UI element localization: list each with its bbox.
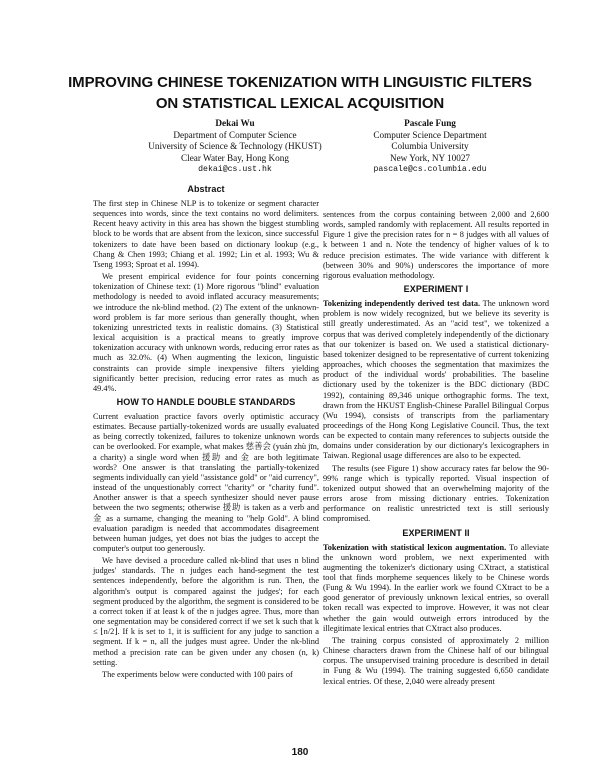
body-paragraph: The training corpus consisted of approximately 2 million Chinese characters drawn from the Chinese half of our bilingual corpus. The unsupervised training procedure is described in detail in Fung & Wu (1994). The training suggested 6,650 candidate lexical entries. Of these, 2,040 were already present (323, 635, 549, 686)
runin-heading: Tokenization with statistical lexicon augmentation. (323, 542, 507, 552)
abstract-heading: Abstract (187, 184, 225, 194)
abstract-paragraph: We present empirical evidence for four points concerning tokenization of Chinese text: (1) More rigorous "blind" evaluation methodology is needed to avoid inflated accuracy measurements; we introduce the nk-blind method. (2) The extent of the unknown-word problem is far more serious than generally thought, when tokenizing unrestricted texts in realistic domains. (3) Statistical lexical acquisition is a practical means to greatly improve tokenization accuracy with unknown words, reducing error rates as much as 32.0%. (4) When augmenting the lexicon, linguistic constraints can provide simple inexpensive filters yielding significantly better precision, reducing error rates as much as 49.4%. (93, 272, 319, 393)
author-address: New York, NY 10027 (389, 152, 471, 163)
paper-title: IMPROVING CHINESE TOKENIZATION WITH LINGUISTIC FILTERS ON STATISTICAL LEXICAL ACQUISITION (68, 74, 532, 112)
author-name: Pascale Fung (404, 118, 456, 128)
author-affiliation: Department of Computer Science (173, 129, 297, 140)
author-block (355, 118, 505, 176)
page-number: 180 (291, 747, 309, 758)
section-heading-experiment-2: EXPERIMENT II (402, 527, 470, 538)
author-name: Dekai Wu (215, 118, 255, 128)
runin-heading: Tokenizing independently derived test data. (323, 299, 481, 309)
body-paragraph: sentences from the corpus containing between 2,000 and 2,600 words, sampled randomly with replacement. All results reported in Figure 1 give the precision rates for n = 8 judges with all values of k between 1 and n. Note the tendency of higher values of k to reduce precision estimates. The wide variance with different k (between 30% and 90%) underscores the importance of more rigorous evaluation methodology. (323, 210, 549, 280)
paragraph-text: To alleviate the unknown word problem, we next experimented with augmenting the tokenizer's dictionary using CXtract, a statistical tool that finds morpheme sequences likely to be Chinese words (Fung & Wu 1994). In the earlier work we found CXtract to be a good generator of previously unknown lexical entries, so overall token recall was expected to improve. However, it was not clear whether the gain would outweigh errors introduced by the illegitimate lexical entries that CXtract also produces. (323, 542, 549, 633)
section-heading-experiment-1: EXPERIMENT I (403, 284, 469, 295)
author-affiliation: Computer Science Department (373, 129, 487, 140)
paragraph-text: The unknown word problem is now widely recognized, but we believe its severity is still greatly underestimated. As an "acid test", we tokenized a corpus that was derived completely independently of the dictionary that our tokenizer is based on. We used a statistical dictionary-based tokenizer designed to be representative of current tokenizing approaches, which chooses the segmentation that maximizes the product of the individual words' probabilities. The baseline dictionary used by the tokenizer is the BDC dictionary (BDC 1992), containing 89,346 unique orthographic forms. The text, drawn from the HKUST English-Chinese Parallel Bilingual Corpus (Wu 1994), consists of transcripts from the parliamentary proceedings of the Hong Kong Legislative Council. Thus, the text can be expected to contain many references to subjects outside the domains under consideration by our dictionary's lexicographers in Taiwan. Regional usage differences are also to be expected. (323, 299, 549, 461)
section-heading-double-standards: HOW TO HANDLE DOUBLE STANDARDS (116, 396, 296, 407)
body-paragraph: Current evaluation practice favors overly optimistic accuracy estimates. Because partially-tokenized words are usually evaluated as being correctly tokenized, failures to tokenize unknown words can be overlooked. For example, what makes 慈善会 (yuán zhù jīn, a charity) a single word when 援助 and 金 are both legitimate words? One answer is that translating the partially-tokenized segments individually can yield "assistance gold" or "aid currency", instead of the unquestionably correct "charity" or "charity fund". Another answer is that a speech synthesizer should never pause between the two segments; otherwise 援助 is taken as a verb and 金 as a surname, changing the meaning to "help Gold". A blind evaluation paradigm is needed that accommodates disagreement between human judges, yet does not bias the judges to accept the computer's output too generously. (93, 411, 319, 553)
author-email: pascale@cs.columbia.edu (373, 165, 487, 175)
body-paragraph: We have devised a procedure called nk-blind that uses n blind judges' standards. The n judges each hand-segment the test sentences independently, before the algorithm is run. Then, the algorithm's output is compared against the judges'; for each segment produced by the algorithm, the segment is considered to be a correct token if at least k of the n judges agree. Thus, more than one segmentation may be considered correct if we set k such that k ≤ ⌊n/2⌋. If k is set to 1, it is sufficient for any judge to sanction a segment. If k = n, all the judges must agree. Under the nk-blind method a precision rate can be given under any chosen (n, k) setting. (93, 556, 319, 667)
author-affiliation: Columbia University (391, 141, 469, 152)
body-paragraph (323, 299, 549, 462)
abstract-paragraph: The first step in Chinese NLP is to tokenize or segment character sequences into words, since the text contains no word delimiters. Recent heavy activity in this area has shown the biggest stumbling block to be words that are absent from the lexicon, since successful tokenizers to date have been based on dictionary lookup (e.g., Chang & Chen 1993; Chiang et al. 1992; Lin et al. 1993; Wu & Tseng 1993; Sproat et al. 1994). (93, 199, 319, 269)
right-column (323, 210, 549, 689)
author-affiliation: University of Science & Technology (HKUST) (148, 141, 322, 152)
author-address: Clear Water Bay, Hong Kong (181, 152, 289, 163)
body-paragraph: The results (see Figure 1) show accuracy rates far below the 90-99% range which is typically reported. Visual inspection of tokenized output showed that an overwhelming majority of the errors arose from missing dictionary entries. Tokenization performance on realistic unrestricted text is still seriously compromised. (323, 463, 549, 524)
body-paragraph (323, 543, 549, 634)
author-block (140, 118, 330, 176)
author-email: dekai@cs.ust.hk (198, 165, 272, 175)
left-column (93, 184, 319, 682)
body-paragraph: The experiments below were conducted with 100 pairs of (102, 669, 293, 679)
